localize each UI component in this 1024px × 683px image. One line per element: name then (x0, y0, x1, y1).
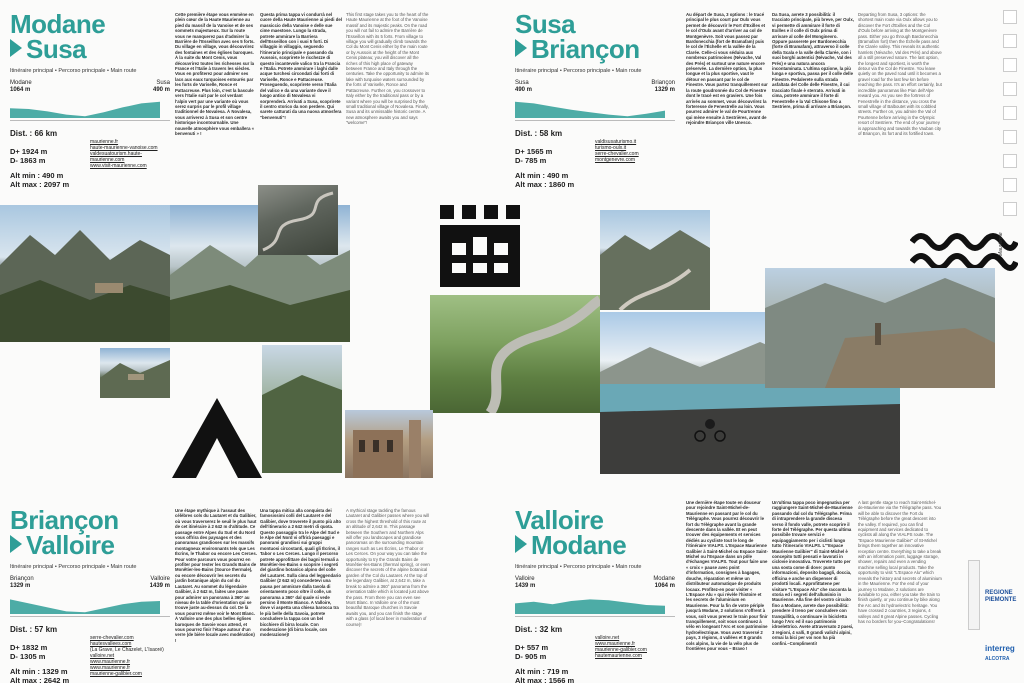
elevation-area (515, 102, 665, 118)
link[interactable]: www.maurienne.fr (90, 659, 131, 665)
route-endpoints (515, 576, 675, 596)
text-fr-route1: Cette première étape vous emmène en plein cœur de la Haute Maurienne au pied du massif de la Vanoise et de ses sommets majestueux. Sur la route vous ne manquerez pas d'admirer la Barrière de l'Esseillon avec ses 5 forts. Du village en village, vous découvrirez des fontaines et des églises baroques. À la suite du Mont Cenis, vous découvrirez toutes les richesses sur la France et l'Italie à travers les siècles. Vous en profiterez pour admirer ses lacs aux eaux turquoises entourés par les forts de Variselle, Ronce et Pattacreuse. Plus loin, c'est la bascule vers l'Italie suit par le col verdant l'alpin vert par une variante où vous serez surpris par le profil village traditionnel de Novalesa. À Novalesa, vous arriverez à Susa et son centre historique incontournable. Une nouvelle atmosphère vous emballera « benvenuti » ! (175, 12, 255, 136)
regione-piemonte-logo: REGIONE PIEMONTE (985, 590, 1017, 603)
maurienne-logo-text: Maurienne (998, 232, 1004, 256)
alt-min: Alt min : 1329 m (10, 667, 68, 676)
link[interactable]: valdisusaturismo.it (595, 139, 637, 145)
profile-divider (515, 616, 675, 617)
road-curves (258, 185, 338, 255)
route-title (515, 505, 675, 560)
elevation-loss: D- 1305 m (10, 652, 46, 661)
partner-logo (1003, 178, 1017, 192)
fortified-town (765, 268, 995, 388)
route-title (10, 505, 170, 560)
route-stats (10, 129, 170, 189)
elevation-gain: D+ 1565 m (515, 147, 553, 156)
start-alt: 1064 m (10, 87, 31, 93)
link[interactable]: www.maurienne.fr (90, 665, 131, 671)
photo-mountain-road (600, 210, 710, 310)
link[interactable]: montgenevre.com (595, 157, 636, 163)
itinerary-label: Itinéraire principal • Percorso principale • Main route (515, 564, 642, 570)
route-stats (10, 625, 170, 683)
photo-fortified-town (765, 268, 995, 388)
end-name: Briançon (651, 80, 675, 86)
elevation-gain: D+ 1924 m (10, 147, 48, 156)
profile-divider (10, 616, 170, 617)
photo-fort-landscape (0, 205, 170, 342)
text-fr-route4: Une dernière étape toute en douceur pour rejoindre Saint-Michel-de-Maurienne en passant par le col du Télégraphe. Vous pourrez découvrir le fort du Télégraphe avant la grande descente dans la vallée. Et en peut trouver des équipements et services dédiés au cycliste tout le long de l'itinéraire VIALPS. L'Espace Maurienne Galibier à Saint-Michel ou Espace Saint-Michel ou l'Espace dans un pôle d'échanges VIALPS. Tout pour faire une « croix » pause avec point d'information, consignes à bagages, douche, réparation et même un distributeur automatique de produits locaux. Profitez-en pour visiter « L'Espace Alu » qui révèle l'histoire et les secrets de l'aluminium en Maurienne. Pour la fin de votre périple jusqu'à Modane, 2 solutions s'offrent à vous, soit vous prenez le train pour finir tranquillement, soit vous continuez à vélo en longeant l'Arc et son patrimoine hydroélectrique. Vous avez traversé 2 pays, 3 régions, 4 vallées et 8 grands cols alpins, la vie de la vélo plus de frontières pour vous – Bravo ! (686, 500, 768, 651)
route-stats (515, 129, 675, 189)
distance: Dist. : 32 km (515, 625, 563, 634)
valley-slopes (262, 345, 342, 473)
mountain-silhouette (0, 205, 170, 342)
text-en-route4: A last gentle stage to reach Saint-Michel-de-Maurienne via the Télégraphe pass. You will be able to discover the Fort du Télégraphe before the great descent into the valley. If required, you can find equipment and services dedicated to cyclists all along the VIALPS route. The "Espace Maurienne Galibier" of St-Michel brings them together an innovative reception centre. Everything to take a break with an information point, luggage storage, shower, repairs and even a vending machine selling local products. Take the opportunity to visit "L'Espace Alu" which reveals the history and secrets of aluminium in the Maurienne. For the end of your journey to Modane, 2 solutions are available to you, either you take the train to finish quietly, or you continue by bike along the Arc and its hydroelectric heritage. You have crossed 2 countries, 3 regions, 4 valleys and 8 great Alpine passes. Cycling has no borders for you–Congratulations! (858, 500, 942, 624)
photo-small-fort (100, 348, 170, 398)
profile-divider (10, 120, 170, 121)
road-shape (430, 295, 600, 413)
elevation-area (10, 599, 160, 614)
route-valloire-modane (515, 505, 675, 683)
link[interactable]: www.visit-maurienne.com (90, 163, 147, 169)
text-it-route2: Da Susa, avrete 3 possibilità: il tracciato principale, più breve, per Oulx, vi permette di ammirare il forte di Exilles e il colle di Oulx prima di arrivare al colle del Monginevro. Oppure passerete per Bardonecchia (forte di Bramafam), attraverso il colle della Scala e la valle della Clarée, con i suoi borghi autentici (Névache, Val des Prés) e una natura ancora incontaminata. L'ultima opzione, la più lunga e sportiva, passa per il colle delle Finestre. Pedalerete sulla strada asfaltata del Colle delle Finestre, il cui tracciato finale è sterrato. Arrivati in cima, potrete ammirare il forte di Fenestrelle e la Val Chisone fino a Sestriere, prima di arrivare a Briançon. (772, 12, 854, 109)
end-name: Modane (653, 576, 675, 582)
alt-max: Alt max : 1566 m (515, 676, 575, 683)
link[interactable]: serre-chevalier.com (595, 151, 639, 157)
route-title (515, 9, 675, 64)
text-it-route4: Un'ultima tappa poco impegnativa per raggiungere Saint-Michel-de-Maurienne passando dal col du Télégraphe. Prima di intraprendere la grande discesa verso il fondo valle, potrete scoprire il forte del Télégraphe. Per questa ultima possibile trovare servizi e equipaggiamento per i ciclisti lungo tutto l'itinerario VIALPS. L'"Espace Maurienne Galibier" di Saint-Michel è concepito tutti pensati e lavorati in ciclovie innovativa. Troverete tutto per una sosta come di dove: punto informazioni, deposito bagagli, doccia, officina e anche un dispenser di prodotti locali. Approfittatene per visitare "L'Espace Alu" che racconta la storia ed i segreti dell'alluminio in Maurienne. Alla fine del vostro circuito fino a Modane, avrete due possibilità: prendere il treno per concludere con tranquillità, o continuare in bicicletta lungo l'Arc ed il suo patrimonio idroelettrico. Avete attraversato 2 paesi, 3 regioni, 4 valli, 8 grandi valichi alpini, ormai la bici per voi non ha più confini.–Complimenti! (772, 500, 854, 646)
photo-cyclist-road (430, 295, 600, 413)
elevation-area (515, 599, 665, 614)
link[interactable]: maurienne.fr (90, 139, 119, 145)
arrow-right-icon (10, 39, 22, 57)
link[interactable]: haute-maurienne-vanoise.com (90, 145, 158, 151)
elevation-loss: D- 785 m (515, 156, 547, 165)
partner-logo (1003, 154, 1017, 168)
elevation-gain: D+ 557 m (515, 643, 549, 652)
end-name: Valloire (150, 576, 170, 582)
end-alt: 1329 m (654, 87, 675, 93)
link[interactable]: www.maurienne.fr (595, 641, 636, 647)
photo-abbey-ruins (345, 410, 433, 478)
link-note: (La Grave, Le Chazelet, L'Isaoré) (90, 647, 164, 653)
text-it-route3: Una tappa mitica alla conquista dei famosissimi colli del Lautaret e del Galibier, dove troverete il punto più alto dell'itinerario a 2 642 metri di quota. Questo passaggio tra le Alpe del Sud e le Alpe del Nord vi offrirà paesaggi e panorami grandiosi sui gruppi montuosi circostanti, quali gli Écrins, il Tabor o Les Cerces. Lungo il percorso potrete approfittare dei bagni termali a Monêtier-les-Bains o scoprire i segreti del giardino botanico alpino del colle del Lautaret. Sulla cima del leggendario Galibier (2 642 m) concedetevi una pausa per ammirare dalla tavola di orientamento poco oltre il colle, un panorama a 360° dal quale si vede persino il Monte Bianco. A Valloire, dove vi aspetta una chiesa barocca tra le più belle della Savoia, potrete concludere la tappa con un bel bicchiere di birra locale. Con moderazione (di birra locale, con moderazione)! (260, 508, 341, 638)
alt-min: Alt min : 490 m (10, 171, 64, 180)
abbey-ruins (345, 410, 433, 478)
route-from: Valloire (515, 505, 604, 535)
link[interactable]: valloire.net (90, 653, 115, 659)
route-to: Susa (26, 34, 87, 64)
itinerary-label: Itinéraire principal • Percorso principale • Main route (10, 564, 137, 570)
partner-logo (1003, 82, 1017, 96)
mountain-peak-icon (172, 398, 262, 478)
link[interactable]: maurienne-galibier.com (90, 671, 142, 677)
elevation-profile (515, 100, 665, 118)
start-alt: 490 m (515, 87, 533, 93)
start-name: Briançon (10, 576, 34, 582)
text-en-route1: This first stage takes you to the heart of the Haute Maurienne at the foot of the Vanoise massif and its majestic peaks. On the road you will not fail to admire the Barrière de l'Esseillon with its 5 forts. From village to village you will gradually climb towards the Col du Mont Cenis either by the main route or by Aussois at the height of the Mont Cenis plateau; you will discover all the riches of this high place of gateway between France and Italy through the centuries. Take the opportunity to admire its lake with turquoise waters surrounded by the forts of Variselle, Ronce and Pattacreuse. Further on, you crossover to Italy either by the traditional pass or by a variant where you will be surprised by the small traditional village of Novalesa. Finally, Susa and its unmissable historic centre. A new atmosphere awaits you and says "welcome"! (346, 12, 430, 126)
link[interactable]: hautesvallees.com (90, 641, 132, 647)
route-endpoints (10, 576, 170, 596)
route-to: Modane (531, 530, 627, 560)
alcotra-logo: ALCOTRA (985, 656, 1010, 662)
partner-logo (1003, 10, 1017, 24)
end-alt: 1439 m (149, 583, 170, 589)
start-name: Susa (515, 80, 529, 86)
distance: Dist. : 57 km (10, 625, 58, 634)
arrow-right-icon (515, 535, 527, 553)
photo-hairpin-road (258, 185, 338, 255)
partner-logo (1003, 58, 1017, 72)
elevation-loss: D- 1863 m (10, 156, 46, 165)
arrow-right-icon (10, 535, 22, 553)
elevation-area (10, 102, 160, 118)
elevation-profile (515, 596, 665, 614)
profile-divider (515, 120, 675, 121)
partner-logo (968, 560, 980, 630)
arrow-right-icon (515, 39, 527, 57)
start-name: Valloire (515, 576, 535, 582)
route-endpoints (10, 80, 170, 100)
route-susa-briancon (515, 9, 675, 189)
fort-battlement-icon (440, 205, 520, 287)
distance: Dist. : 58 km (515, 129, 563, 138)
text-fr-route3: Une étape mythique à l'assaut des célèbres cols du Lautaret et du Galibier, où vous traverserez le seuil le plus haut de cet itinéraire à 2 642 m d'altitude. Ce passage entre Alpes du Sud et du Nord vous offrira des paysages et des panoramas grandioses sur les massifs montagneux environnants tels que Les Écrins, le Thabor ou encore Les Cerces. Pour votre parcours vous pourrez en profiter pour tester les Grands Bains de Monêtier-les-Bains (Source thermale), ou encore découvrir les secrets du jardin botanique alpin du col du Lautaret. Au sommet du légendaire Galibier, à 2 642 m, faites une pause pour admirer un panorama à 360° au niveau de la table d'orientation qui se trouve juste au-dessus du col. De là vous pourrez même voir le Mont Blanc. À Valloire une des plus belles églises baroques de Savoie vous attend, et vous pourrez finir l'étape autour d'un verre (de bière locale avec modération) ! (175, 508, 257, 643)
route-endpoints (515, 80, 675, 100)
elevation-profile (10, 596, 160, 614)
text-it-route1: Questa prima tappa vi condurrà nel cuore della Haute Maurienne ai piedi del massiccio della Vanoise e delle sue cime maestose. Lungo la strada, potrete ammirare la Barriera dell'Esseillon con i suoi 5 forti. Di villaggio in villaggio, seguendo l'itinerario principale e passando da Aussois, scoprirete le ricchezze di questo incantevole valico tra la Francia e l'Italia. Potrete ammirare i laghi dalle acque turchesi circondati dai forti di Variselle, Ronce e Pattacreuse. Proseguendo, scoprirete verso l'Italia del valico e da una variante dove il luogo antico di Novalesa vi sorprenderà. Arrivati a Susa, scoprirete il centro storico da non perdere. Qui sarete catturati da una nuova atmosfera "benvenuti"! (260, 12, 342, 120)
alt-max: Alt max : 1860 m (515, 180, 575, 189)
alt-min: Alt min : 719 m (515, 667, 569, 676)
mountain-silhouette (100, 348, 170, 398)
route-modane-susa (10, 9, 170, 189)
alt-min: Alt min : 490 m (515, 171, 569, 180)
interreg-logo: interreg (985, 644, 1015, 653)
route-to: Briançon (531, 34, 640, 64)
start-alt: 1329 m (10, 583, 31, 589)
route-from: Briançon (10, 505, 119, 535)
route-to: Valloire (26, 530, 115, 560)
partner-logo (1003, 34, 1017, 48)
text-en-route2: Departing from Susa, 3 options: the shortest main route via Oulx allows you to discover the Fort d'Exilles and the Col d'Oulx before arriving at the Montgenèvre pass. Either you go through Bardonecchia (Bramafam fort) then the Échelle pass and the Clarée valley. This reveals its authentic hamlets (Névache, Val des Prés) and above all a still preserved nature. The last option, the longest and sportiest, is worth the detour via the Col de Finestre. You leave quietly on the paved road until it becomes a gravel road for the last few km before reaching the pass. It's an effort certainly, but incredible panoramas like Pian dell'Alpe reward you. As you see the fortress of Fenestrelle in the distance, you cross the small village of Balboutet with its cobbled streets. Further on, you admire the Val of Pourtenne before arriving in the Olympic resort of Sestriere. The end of your journey is approaching and towards the Vauban city of Briançon, its fort and its fortified town. (858, 12, 942, 136)
elevation-profile (10, 100, 160, 118)
end-alt: 490 m (152, 87, 170, 93)
photo-valley-green (262, 345, 342, 473)
link[interactable]: valdesuatourism.haute-maurienne.com (90, 151, 142, 163)
distance: Dist. : 66 km (10, 129, 58, 138)
route-from: Susa (515, 9, 576, 39)
link[interactable]: maurienne-galibier.com (595, 647, 647, 653)
partner-logo (1003, 130, 1017, 144)
link[interactable]: serre-chevalier.com (90, 635, 134, 641)
mountain-silhouette (600, 210, 710, 310)
link[interactable]: turismo-oulx.it (595, 145, 627, 151)
route-stats (515, 625, 675, 683)
text-en-route3: A mythical stage tackling the famous Lautaret and Galibier passes where you will cross the highest threshold of this route at an altitude of 2,642 m. This passage between the Southern and Northern Alps will offer you landscapes and grandiose panoramas on the surrounding mountain ranges such as Les Écrins, Le Thabor or Les Cerces. On your way you can take the opportunity to try the Grands Bains de Monêtier-les-Bains (thermal spring), or even discover the secrets of the alpine botanical garden of the Col du Lautaret. At the top of the legendary Galibier, at 2,642 m, take a break to admire a 360° panorama from the orientation table which is located just above the pass. From there you can even see Mont Blanc. In Valloire one of the most beautiful Baroque churches in Savoie awaits you, and you can finish the stage with a glass (of local beer in moderation of course)! (346, 508, 430, 627)
itinerary-label: Itinéraire principal • Percorso principale • Main route (10, 68, 137, 74)
link[interactable]: valloire.net (595, 635, 620, 641)
start-name: Modane (10, 80, 32, 86)
end-name: Susa (156, 80, 170, 86)
route-briancon-valloire (10, 505, 170, 683)
elevation-loss: D- 905 m (515, 652, 547, 661)
partner-logo (1003, 202, 1017, 216)
text-fr-route2: Au départ de Susa, 3 options : le tracé principal le plus court par Oulx vous permet de découvrir le Fort d'Exilles et le col d'Oulx avant d'arriver au col de Montgenèvre. Soit vous passez par Bardonecchia (fort de Bramafam) puis le col de l'Échelle et la vallée de la Clarée. Celle-ci vous séduira aux nombreux patrimoines (Névache, Val des Prés) et surtout une nature encore préservée. La dernière option, la plus longue et la plus sportive, vaut le détour en passant par le col de Finestre. Vous partez tranquillement sur la route goudronnée du Col de Finestre dont le tracé est en graviers. Une fois arrivés au sommet, vous découvrirez la forteresse de Fenestrelle au loin. Vous pourrez admirer le val de Pourtrenne qui mène ensuite à Sestrières, avant de rejoindre Briançon ville Unesco. (686, 12, 768, 126)
partner-logo (1003, 106, 1017, 120)
alt-max: Alt max : 2097 m (10, 180, 70, 189)
end-alt: 1064 m (654, 583, 675, 589)
route-from: Modane (10, 9, 106, 39)
elevation-gain: D+ 1832 m (10, 643, 48, 652)
alt-max: Alt max : 2642 m (10, 676, 70, 683)
itinerary-label: Itinéraire principal • Percorso principale • Main route (515, 68, 642, 74)
link[interactable]: hautemaurienne.com (595, 653, 642, 659)
start-alt: 1439 m (515, 583, 536, 589)
route-title (10, 9, 170, 64)
